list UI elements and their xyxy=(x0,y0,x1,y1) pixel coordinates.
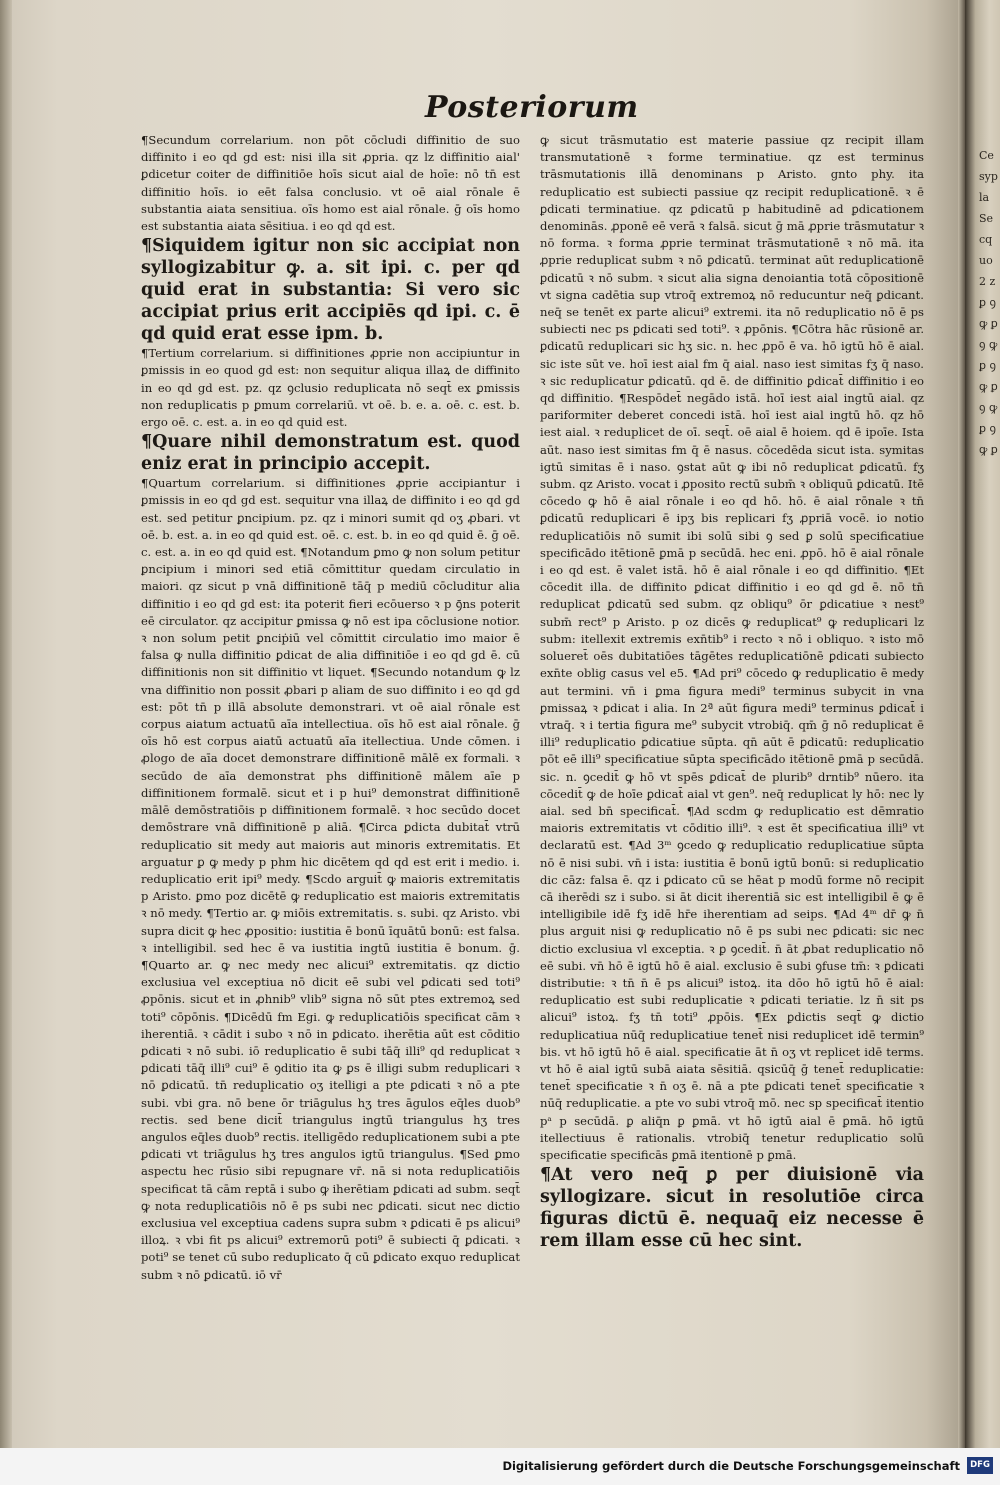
right-paragraph-1: ꝙ sicut trāsmutatio est materie passiue qz recipit illam transmutationē ꝛ forme terminatiue. qz est terminus trāsmutationis illā denominans p Aristo. gnto phy. ita reduplicatio est subiecti passiue qz recipit reduplicationē. ꝛ ē ꝑdicati terminatiue. qz ꝑdicatū p habitudinē ad ꝑdicationem denominās. ꝓponē eē verā ꝛ falsā. sicut ḡ mā ꝓprie trāsmutatur ꝛ nō forma. ꝛ forma ꝓprie terminat trāsmutationē ꝛ nō mā. ita ꝓprie reduplicat subm ꝛ nō ꝑdicatū. terminat aūt reduplicationē ꝑdicatū ꝛ nō subm. ꝛ sicut alia signa denoiantia totā cōpositionē vt signa cadētia sup vtroq̄ extremoꝝ nō reducuntur neq̄ ꝑdicant. neq̄ se tenēt ex parte alicui⁹ extremi. ita nō reduplicatio nō ē ps subiecti nec ps ꝑdicati sed toti⁹. ꝛ ꝓpōnis. ¶Cōtra hāc rūsionē ar. ꝑdicatū reduplicari sic hʒ sic. n. hec ꝓpō ē va. hō igtū hō ē aial. sic iste sūt ve. hoī iest aial fm q̄ aial. naso iest simitas fʒ q̄ naso. ꝛ sic reduplicatur ꝑdicatū. qd ē. de diffinitio ꝑdicat̄ diffinitio i eo qd diffinitio. ¶Respōdet̄ negādo istā. hoī iest aial ingtū aial. qz pariformiter deberet concedi istā. hoī iest aial ingtū hō. qz hō iest aial. ꝛ reduplicet de oī. seqt̄. oē aial ē hoiem. qd ē ipoīe. Ista aūt. naso iest simitas fm q̄ ē nasus. cōcedēda sicut ista. symitas igtū simitas ē i naso. ꝯstat aūt ꝙ ibi nō reduplicat ꝑdicatū. fʒ subm. qz Aristo. vocat i ꝓposito rectū subm̄ ꝛ obliquū ꝑdicatū. Itē cōcedo ꝙ hō ē aial rōnale i eo qd hō. hō. ē aial rōnale ꝛ tn̄ ꝑdicatū reduplicari ē ipʒ bis replicari fʒ ꝓpriā vocē. io notio reduplicatiōis nō sumit ibi solū sibi ꝯ sed ꝑ solū specificatiue specificādo itētionē ꝑmā p secūdā. hec eni. ꝓpō. hō ē aial rōnale i eo qd est. ē valet istā. hō ē aial rōnale i eo qd diffinitio. ¶Et cōcedit illa. de diffinito ꝑdicat diffinitio i eo qd gd ē. nō tn̄ reduplicat ꝑdicatū sed subm. qz obliqu⁹ ōr ꝑdicatiue ꝛ nest⁹ subm̄ rect⁹ p Aristo. p oz dicēs ꝙ reduplicat⁹ ꝙ reduplicari lz subm: itellexit extremis exn̄tib⁹ i recto ꝛ nō i obliquo. ꝛ isto mō solueret̄ oēs dubitatiōes tāgētes reduplicatiōnē ꝑdicati subiecto exn̄te oblig casus vel e5. ¶Ad pri⁹ cōcedo ꝙ reduplicatio ē medy aut termini. vn̄ i ꝑma figura medi⁹ terminus subycit in vna ꝑmissaꝝ ꝛ ꝑdicat i alia. In 2ª aūt figura medi⁹ terminus ꝑdicat̄ i vtraq̄. ꝛ i tertia figura me⁹ subycit vtrobiq̄. qm̄ ḡ nō reduplicat ē illi⁹ reduplicatio ꝑdicatiue sūpta. qn̄ aūt ē ꝑdicatū: reduplicatio pōt eē illi⁹ specificatiue sūpta specificādo itētionē ꝑmā p secūdā. sic. n. ꝯcedit̄ ꝙ hō vt spēs ꝑdicat̄ de plurib⁹ drntib⁹ nūero. ita cōcedit̄ ꝙ de hoīe ꝑdicat̄ aial vt gen⁹. neq̄ reduplicat ly hō: nec ly aial. sed bn̄ specificat̄. ¶Ad scdm ꝙ reduplicatio est dēmratio maioris extremitatis vt cōditio illi⁹. ꝛ est ēt specificatiua illi⁹ vt declaratū est. ¶Ad 3ᵐ ꝯcedo ꝙ reduplicatio reduplicatiue sūpta nō ē nisi subi. vn̄ i ista: iustitia ē bonū igtū bonū: si reduplicatio dic cāz: falsa ē. qz i ꝑdicato cū se hēat p modū forme nō recipit cā iherēdi sz i subo. si āt dicit iherentiā sic est intelligibil ē ꝙ ē intelligibile idē fʒ idē hr̄e iherentiam ad seips. ¶Ad 4ᵐ dr̄ ꝙ n̄ plus arguit nisi ꝙ reduplicatio nō ē ps subi nec ꝑdicati: sic nec dictio exclusiua vl exceptia. ꝛ ꝑ ꝯcedit̄. n̄ āt ꝓbat reduplicatio nō eē subi. vn̄ hō ē igtū hō ē aial. exclusio ē subi ꝯfuse tm̄: ꝛ ꝑdicati distributie: ꝛ tn̄ n̄ ē ps alicui⁹ istoꝝ. ita dōo hō igtū hō ē aial: reduplicatio est subi reduplicatie ꝛ ꝑdicati teriatie. lz n̄ sit ps alicui⁹ istoꝝ. fʒ tn̄ toti⁹ ꝓpōis. ¶Ex ꝑdictis seqt̄ ꝙ dictio reduplicatiua nūq̄ reduplicatiue tenet̄ nisi reduplicet idē termin⁹ bis. vt hō igtū hō ē aial. specificatie āt n̄ oʒ vt replicet idē terms. vt hō ē aial igtū subā aiata sēsitiā. qsicūq̄ ḡ tenet̄ reduplicatie: tenet̄ specificatie ꝛ n̄ oʒ ē. nā a pte ꝑdicati tenet̄ specificatie ꝛ nūq̄ reduplicatie. a pte vo subi vtroq̄ mō. nec sp specificat̄ itentio pᵃ p secūdā. ꝑ aliq̄n ꝑ ꝑmā. vt hō igtū aial ē ꝑmā. hō igtū itellectiuus ē rationalis. vtrobiq̄ tenetur reduplicatio solū specificatie specificās ꝑmā itentionē p ꝑmā. xyxy=(540,133,924,1162)
right-text-column xyxy=(540,132,924,1302)
dfg-logo-icon: DFG xyxy=(967,1457,993,1474)
page-gutter-shadow xyxy=(0,0,12,1448)
right-paragraph-2: ¶At vero neq̄ ꝑ per diuisionē via syllogizare. sicut in resolutiōe circa figuras dictū ē. nequaq̄ eiz necesse ē rem illam esse cū hec sint. xyxy=(540,1165,924,1252)
left-paragraph-2: ¶Siquidem igitur non sic accipiat non syllogizabitur ꝙ. a. sit ipi. c. per qd quid erat in substantia: Si vero sic accipiat prius erit accipiēs qd ipi. c. ē qd quid erat esse ipm. b. xyxy=(141,236,520,345)
funding-credit: Digitalisierung gefördert durch die Deutsche Forschungsgemeinschaft xyxy=(502,1459,960,1473)
left-paragraph-1: ¶Secundum correlarium. non pōt cōcludi diffinitio de suo diffinito i eo qd gd est: nisi illa sit ꝓpria. qz lz diffinitio aial' ꝑdicetur coiter de diffinitiōe hoīs sicut aial de hoīe: nō tn̄ est diffinitio hoīs. io eēt falsa conclusio. vt oē aial rōnale ē substantia aiata sensitiua. oīs homo est aial rōnale. ḡ oīs homo est substantia aiata sēsitiua. i eo qd qd est. xyxy=(141,133,520,234)
left-paragraph-5: ¶Quartum correlarium. si diffinitiones ꝓprie accipiantur i ꝑmissis in eo qd gd est. sequitur vna illaꝝ de diffinito i eo qd gd est. sed petitur ꝑncipium. pz. qz i minori sumit qd oʒ ꝓbari. vt oē. b. est. a. in eo qd quid est. oē. c. est. b. in eo qd quid ē. ḡ oē. c. est. a. in eo qd quid est. ¶Notandum ꝑmo ꝙ non solum petitur ꝑncipium i minori sed etiā cōmittitur quedam circulatio in maiori. qz sicut p vnā diffinitionē tāq̄ p mediū cōcluditur alia diffinitio i eo qd gd est: ita poterit fieri ecōuerso ꝛ p ꝯ̄ns poterit eē circulator. qz accipitur ꝑmissa ꝙ nō est ipa cōclusione notior. ꝛ non solum petit ꝑnciṗiū vel cōmittit circulatio imo maior ē falsa ꝙ nulla diffinitio ꝑdicat de alia diffinitiōe i eo qd gd ē. cū diffinitionis non sit diffinitio vt liquet. ¶Secundo notandum ꝙ lz vna diffinitio non possit ꝓbari p aliam de suo diffinito i eo qd gd est: pōt tn̄ p illā absolute demonstrari. vt oē aial rōnale est corpus aiatum actuatū aīa intellectiua. oīs hō est aial rōnale. ḡ oīs hō est corpus aiatū actuatū aīa itellectiua. Unde cōmen. i ꝓlogo de aīa docet demonstrare diffinitionē mālē ex formali. ꝛ secūdo de aīa demonstrat phs diffinitionē mālem aīe p diffinitionem formalē. sicut et i p hui⁹ demonstrat diffinitionē mālē demōstratiōis p diffinitionem formalē. ꝛ hoc secūdo docet demōstrare vnā diffinitionē p aliā. ¶Circa ꝑdicta dubitat̄ vtrū reduplicatio sit medy aut maioris aut minoris extremitatis. Et arguatur ꝑ ꝙ medy p phm hic dicētem qd qd est erit i medio. i. reduplicatio erit ipi⁹ medy. ¶Scdo arguit̄ ꝙ maioris extremitatis p Aristo. ꝑmo poz dicētē ꝙ reduplicatio est maioris extremitatis ꝛ nō medy. ¶Tertio ar. ꝙ miōis extremitatis. s. subi. qz Aristo. vbi supra dicit ꝙ hec ꝓpositio: iustitia ē bonū īquātū bonū: est falsa. ꝛ intelligibil. sed hec ē va iustitia ingtū iustitia ē bonum. ḡ. ¶Quarto ar. ꝙ nec medy nec alicui⁹ extremitatis. qz dictio exclusiua vel exceptiua nō dicit eē subi vel ꝑdicati sed toti⁹ ꝓpōnis. sicut et in ꝓhnib⁹ vlib⁹ signa nō sūt ptes extremoꝝ sed toti⁹ cōpōnis. ¶Dicēdū fm Egi. ꝙ reduplicatiōis specificat cām ꝛ iherentiā. ꝛ cādit i subo ꝛ nō in ꝑdicato. iherētia aūt est cōditio ꝑdicati ꝛ nō subi. iō reduplicatio ē subi tāq̄ illi⁹ qd reduplicat ꝛ ꝑdicati tāq̄ illi⁹ cui⁹ ē ꝯditio ita ꝙ ꝑs ē illigi subm reduplicari ꝛ nō ꝑdicatū. tn̄ reduplicatio oʒ itelligi a pte ꝑdicati ꝛ nō a pte subi. vbi gra. nō bene ōr triāgulus hʒ tres āgulos eq̄les duob⁹ rectis. sed bene dicit̄ triangulus ingtū triangulus hʒ tres angulos eq̄les duob⁹ rectis. itelligēdo reduplicationem subi a pte ꝑdicati vt triāgulus hʒ tres angulos igtū triangulus. ¶Sed ꝑmo aspectu hec rūsio sibi repugnare vr̄. nā si nota reduplicatiōis specificat tā cām reptā i subo ꝙ iherētiam ꝑdicati ad subm. seqt̄ ꝙ nota reduplicatiōis nō ē ps subi nec ꝑdicati. sicut nec dictio exclusiua vel exceptiua cadens supra subm ꝛ ꝑdicati ē ps alicui⁹ illoꝝ. ꝛ vbi fit ps alicui⁹ extremorū poti⁹ ē subiecti q̄ ꝑdicati. ꝛ poti⁹ se tenet cū subo reduplicato q̄ cū ꝑdicato exquo reduplicat subm ꝛ nō ꝑdicatū. iō vr̄ xyxy=(141,476,520,1282)
left-text-column xyxy=(141,132,520,1302)
facing-page-edge xyxy=(965,0,1000,1448)
footer-bar xyxy=(0,1448,1000,1485)
facing-page-text: Cesypla Secquo2 z ꝑ ꝯ ꝙ ꝑ ꝯ ꝙ ꝑ ꝯ ꝙ ꝑ ꝯ ꝙ ꝑ ꝯ ꝙ ꝑ xyxy=(979,149,998,456)
running-title: Posteriorum xyxy=(425,90,639,125)
left-paragraph-3: ¶Tertium correlarium. si diffinitiones ꝓprie non accipiuntur in ꝑmissis in eo quod gd est: non sequitur aliqua illaꝝ de diffinito in eo qd gd est. pz. qz ꝯclusio reduplicata nō seqt̄ ex ꝑmissis non reduplicatis p ꝑmum correlariū. vt oē. b. e. a. oē. c. est. b. ergo oē. c. est. a. in eo qd quid est. xyxy=(141,346,520,430)
left-paragraph-4: ¶Quare nihil demonstratum est. quod eniz erat in principio accepit. xyxy=(141,432,520,475)
